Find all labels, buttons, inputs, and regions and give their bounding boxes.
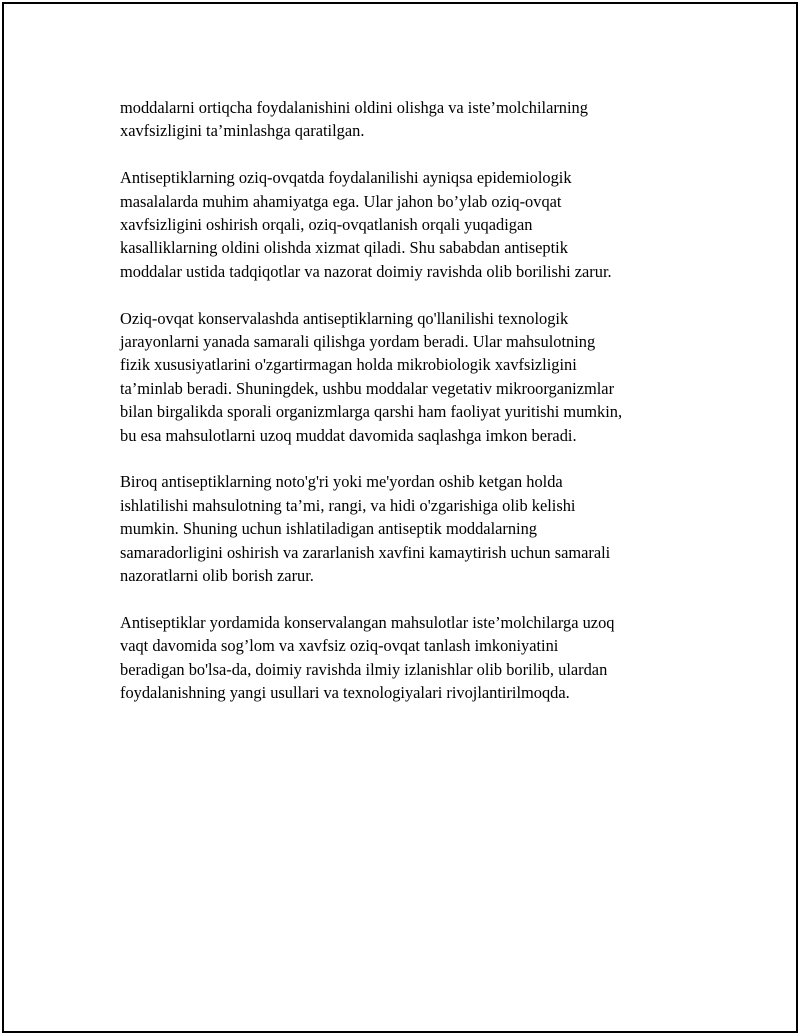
text-line: masalalarda muhim ahamiyatga ega. Ular jahon bo’ylab oziq-ovqat	[120, 191, 562, 211]
document-body	[120, 96, 710, 728]
text-line: jarayonlarni yanada samarali qilishga yordam beradi. Ular mahsulotning	[120, 332, 596, 352]
paragraph-2	[120, 166, 710, 283]
paragraph-5	[120, 611, 710, 705]
text-line: Oziq-ovqat konservalashda antiseptiklarning qo'llanilishi texnologik	[120, 308, 569, 328]
paragraph-4	[120, 470, 710, 587]
text-line: bilan birgalikda sporali organizmlarga qarshi ham faoliyat yuritishi mumkin,	[120, 402, 623, 422]
text-line: kasalliklarning oldini olishda xizmat qiladi. Shu sababdan antiseptik	[120, 238, 568, 258]
text-line: moddalarni ortiqcha foydalanishini oldini olishga va iste’molchilarning	[120, 98, 588, 117]
text-line: samaradorligini oshirish va zararlanish xavfini kamaytirish uchun samarali	[120, 542, 611, 562]
text-line: mumkin. Shuning uchun ishlatiladigan antiseptik moddalarning	[120, 519, 538, 539]
text-line: Antiseptiklar yordamida konservalangan mahsulotlar iste’molchilarga uzoq	[120, 612, 615, 632]
text-line: xavfsizligini ta’minlashga qaratilgan.	[120, 121, 365, 141]
document-page	[2, 2, 798, 1033]
text-line: Biroq antiseptiklarning noto'g'ri yoki me'yordan oshib ketgan holda	[120, 472, 563, 492]
text-line: beradigan bo'lsa-da, doimiy ravishda ilmiy izlanishlar olib borilib, ulardan	[120, 659, 608, 679]
text-line: bu esa mahsulotlarni uzoq muddat davomida saqlashga imkon beradi.	[120, 425, 577, 445]
text-line: vaqt davomida sog’lom va xavfsiz oziq-ovqat tanlash imkoniyatini	[120, 636, 559, 656]
text-line: ishlatilishi mahsulotning ta’mi, rangi, va hidi o'zgarishiga olib kelishi	[120, 495, 576, 515]
text-line: xavfsizligini oshirish orqali, oziq-ovqatlanish orqali yuqadigan	[120, 215, 533, 235]
text-line: ta’minlab beradi. Shuningdek, ushbu moddalar vegetativ mikroorganizmlar	[120, 378, 615, 398]
text-line: fizik xususiyatlarini o'zgartirmagan holda mikrobiologik xavfsizligini	[120, 355, 577, 375]
paragraph-3	[120, 307, 710, 447]
paragraph-1	[120, 96, 710, 143]
text-line: nazoratlarni olib borish zarur.	[120, 566, 314, 586]
text-line: foydalanishning yangi usullari va texnologiyalari rivojlantirilmoqda.	[120, 683, 570, 703]
text-line: moddalar ustida tadqiqotlar va nazorat doimiy ravishda olib borilishi zarur.	[120, 261, 612, 281]
text-line: Antiseptiklarning oziq-ovqatda foydalanilishi ayniqsa epidemiologik	[120, 168, 572, 188]
